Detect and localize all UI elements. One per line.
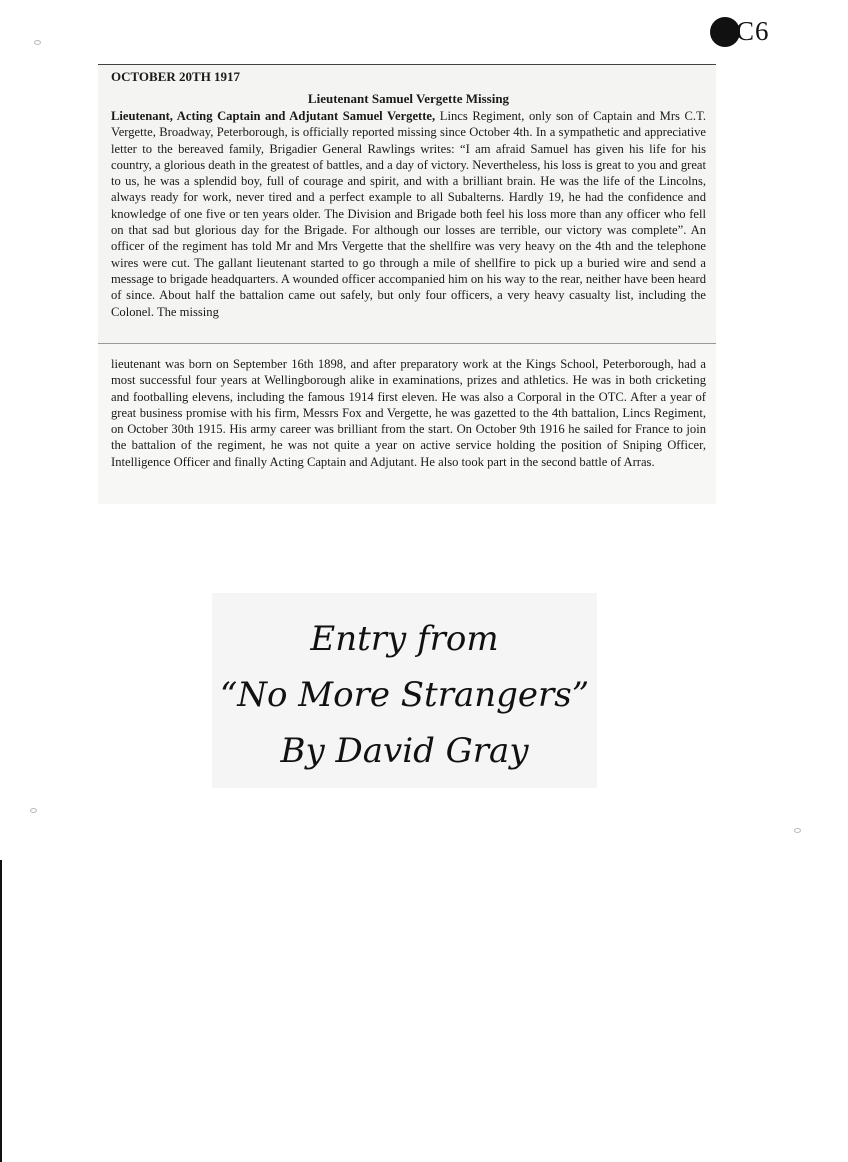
scan-speck (794, 828, 801, 833)
credit-line-2: “No More Strangers” (219, 675, 590, 715)
clipping-lead-in: Lieutenant, Acting Captain and Adjutant Samuel Vergette, (111, 109, 436, 123)
page-code: C6 (736, 16, 770, 46)
scan-speck (34, 40, 41, 45)
clipping-body-part2: lieutenant was born on September 16th 1898, and after preparatory work at the Kings School, Peterborough, had a most successful four years at Wellingborough alike in examinations, prizes and athletics. He was in both cricketing and footballing elevens, including the famous 1914 first eleven. He was also a Corporal in the OTC. After a year of great business promise with his firm, Messrs Fox and Vergette, he was gazetted to the 4th battalion, Lincs Regiment, on October 30th 1915. His army career was brilliant from the start. On October 9th 1916 he sailed for France to join the battalion of the regiment, he was not quite a year on active service holding the position of Sniping Officer, Intelligence Officer and finally Acting Captain and Adjutant. He also took part in the second battle of Arras. (111, 357, 706, 469)
newspaper-clipping-upper (98, 64, 716, 344)
page-reference-mark (710, 16, 770, 47)
clipping-headline: Lieutenant Samuel Vergette Missing (307, 91, 510, 106)
clipping-body-part1: Lincs Regiment, only son of Captain and Mrs C.T. Vergette, Broadway, Peterborough, is officially reported missing since October 4th. In a sympathetic and appreciative letter to the bereaved family, Brigadier General Rawlings writes: “I am afraid Samuel has given his life for his country, a glorious death in the greatest of battles, and a day of victory. Nevertheless, his loss is great to you and great to us, he was a splendid boy, full of courage and spirit, and with a brilliant brain. He was the life of the Lincolns, always ready for work, never tired and a perfect example to all Subalterns. Hardly 19, he had the confidence and knowledge of one five or ten years older. The Division and Brigade both feel his loss more than any officer who fell on that sad but glorious day for the Brigade. For although our losses are terrible, our victory was complete”. An officer of the regiment has told Mr and Mrs Vergette that the shellfire was very heavy on the 4th and the telephone wires were cut. The gallant lieutenant started to go through a mile of shellfire to pick up a buried wire and send a message to brigade headquarters. A wounded officer accompanied him on his way to the rear, neither have been heard of since. About half the battalion came out safely, but only four officers, a very heavy casualty list, including the Colonel. The missing (111, 109, 706, 319)
credit-line-1: Entry from (310, 619, 499, 659)
newspaper-clipping-lower (98, 344, 716, 504)
scan-edge-shadow (0, 860, 2, 1162)
clipping-body-upper (111, 108, 706, 320)
scan-speck (30, 808, 37, 813)
source-credit-box (212, 593, 597, 788)
credit-line-3: By David Gray (280, 731, 529, 771)
clipping-dateline: OCTOBER 20TH 1917 (111, 69, 241, 84)
